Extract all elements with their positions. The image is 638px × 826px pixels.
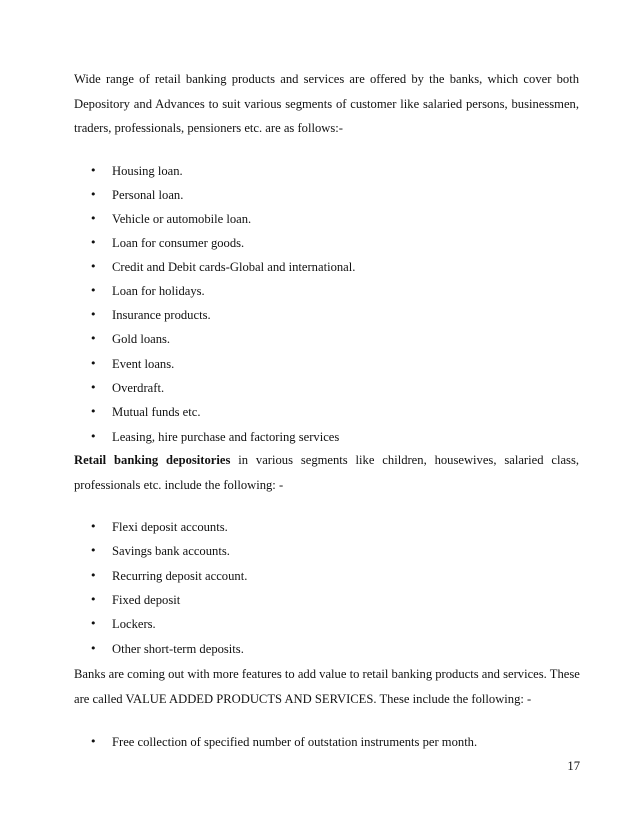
list-item-text: Savings bank accounts. [112, 544, 230, 558]
bullet-icon: • [90, 188, 97, 201]
bullet-icon: • [90, 593, 97, 606]
paragraph-line [74, 448, 579, 473]
paragraph-line: traders, professionals, pensioners etc. are as follows:- [74, 121, 343, 135]
list-item-text: Fixed deposit [112, 593, 181, 607]
paragraph-line: Wide range of retail banking products and services are offered by the banks, which cover both [74, 72, 579, 86]
bullet-icon: • [90, 642, 97, 655]
bullet-icon: • [90, 544, 97, 557]
bullet-icon: • [90, 164, 97, 177]
list-item-text: Free collection of specified number of outstation instruments per month. [112, 735, 478, 749]
paragraph-line: are called VALUE ADDED PRODUCTS AND SERVICES. These include the following: - [74, 691, 532, 706]
bullet-icon: • [90, 357, 97, 370]
bold-lead-text: Retail banking depositories [74, 453, 231, 467]
list-item-text: Vehicle or automobile loan. [112, 212, 252, 226]
list-item-text: Other short-term deposits. [112, 642, 244, 656]
bullet-icon: • [90, 236, 97, 249]
bullet-icon: • [90, 260, 97, 273]
bullet-icon: • [90, 520, 97, 533]
depositories-paragraph [74, 448, 579, 497]
list-item-text: Event loans. [112, 357, 175, 371]
list-item-text: Credit and Debit cards-Global and international. [112, 260, 356, 274]
list-item-text: Loan for holidays. [112, 284, 205, 298]
list-item-text: Gold loans. [112, 332, 171, 346]
list-item-text: Insurance products. [112, 308, 211, 322]
bullet-icon: • [90, 284, 97, 297]
bullet-icon: • [90, 308, 97, 321]
page-number: 17 [567, 759, 580, 773]
bullet-icon: • [90, 735, 97, 748]
bullet-icon: • [90, 332, 97, 345]
list-item-text: Lockers. [112, 617, 156, 631]
list-item-text: Mutual funds etc. [112, 405, 201, 419]
list-item-text: Loan for consumer goods. [112, 236, 245, 250]
bullet-icon: • [90, 212, 97, 225]
list-item-text: Leasing, hire purchase and factoring services [112, 430, 340, 444]
value-added-paragraph [74, 662, 579, 711]
list-item-text: Overdraft. [112, 381, 165, 395]
list-item-text: Recurring deposit account. [112, 569, 248, 583]
list-item-text: Personal loan. [112, 188, 184, 202]
paragraph-text: in various segments like children, housewives, salaried class, [230, 453, 579, 467]
list-item-text: Flexi deposit accounts. [112, 520, 228, 534]
list-item-text: Housing loan. [112, 164, 183, 178]
paragraph-line: Banks are coming out with more features to add value to retail banking products and services. These [74, 667, 580, 681]
bullet-icon: • [90, 405, 97, 418]
intro-paragraph [74, 67, 579, 141]
paragraph-line: professionals etc. include the following: - [74, 477, 284, 492]
bullet-icon: • [90, 381, 97, 394]
bullet-icon: • [90, 569, 97, 582]
paragraph-line: Depository and Advances to suit various segments of customer like salaried persons, businessmen, [74, 96, 579, 111]
bullet-icon: • [90, 430, 97, 443]
bullet-icon: • [90, 617, 97, 630]
